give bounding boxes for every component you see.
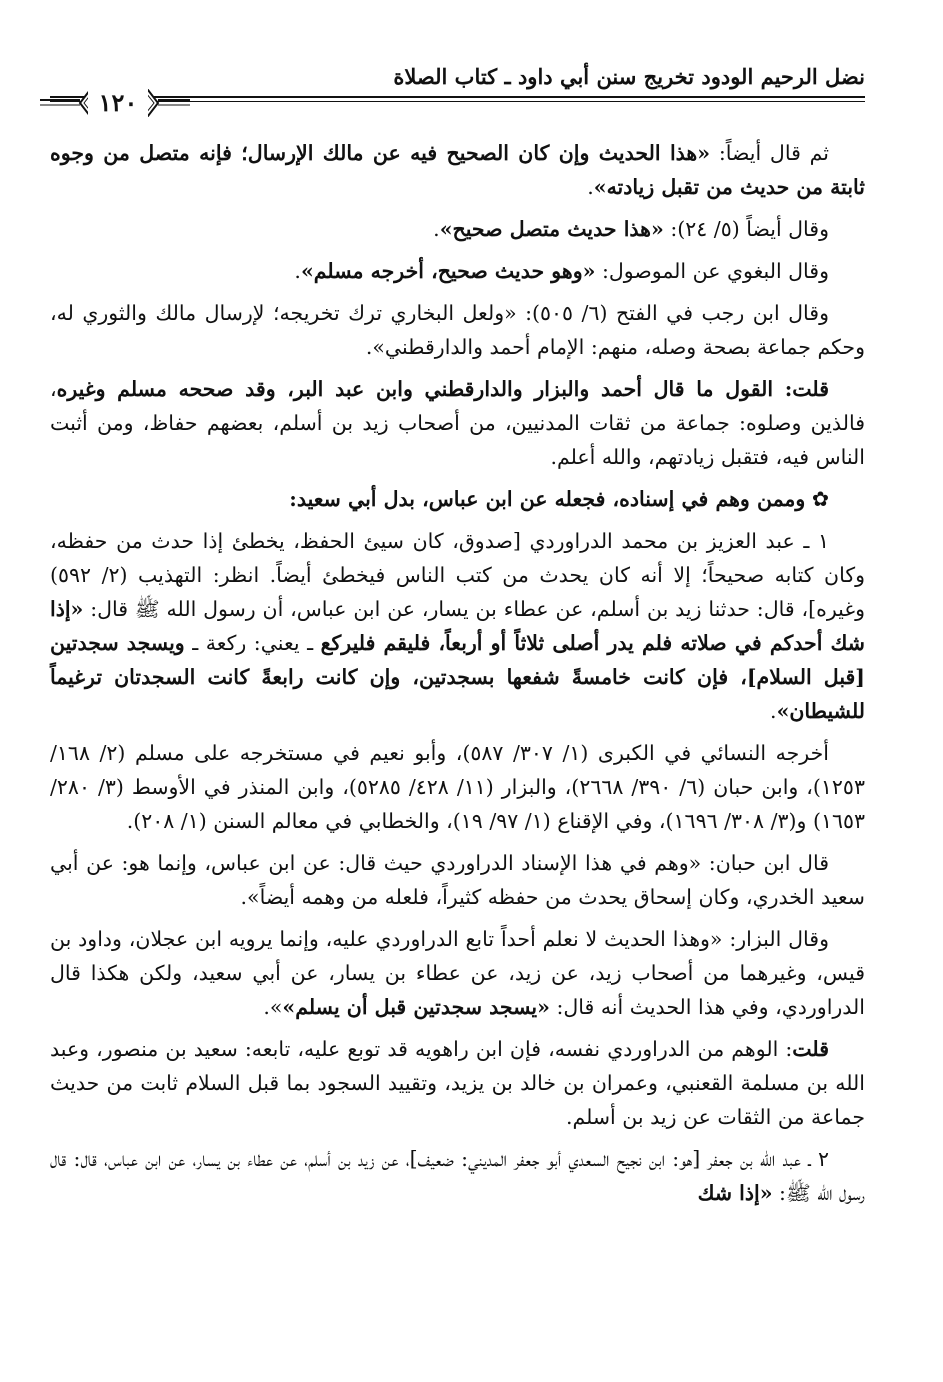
paragraph — [50, 1142, 865, 1210]
text-run: . — [770, 699, 777, 723]
main-text — [50, 136, 865, 1218]
paragraph — [50, 922, 865, 1024]
paragraph — [50, 296, 865, 364]
text-run: ✿ — [805, 487, 829, 511]
bold-text: قلت — [792, 1037, 829, 1061]
bold-text: «وهو حديث صحيح، أخرجه مسلم» — [300, 259, 596, 283]
text-run: وقال البزار: «وهذا الحديث لا نعلم أحداً تابع الدراوردي عليه، وإنما يرويه ابن عجلان، وداود بن قيس، وغيرهما من أصحاب زيد، عن زيد، عن عطاء بن يسار، عن أبي سعيد، ولكن هكذا قال الدراوردي، وفي هذا الحديث أنه قال: — [50, 927, 865, 1019]
paragraph — [50, 1032, 865, 1134]
bold-text: «إذا شك — [697, 1181, 773, 1205]
text-run: وقال ابن رجب في الفتح (٦/ ٥٠٥): «ولعل البخاري ترك تخريجه؛ لإرسال مالك والثوري له، وحكم جماعة بصحة وصله، منهم: الإمام أحمد والدارقطني». — [50, 301, 865, 359]
text-run: ٢ ـ عبد الله بن جعفر [هو: ابن نجيح السعدي أبو جعفر المديني: ضعيف]، عن زيد بن أسلم، عن عطاء بن يسار، عن ابن عباس، قال: قال رسول الله ﷺ: — [50, 1147, 865, 1205]
text-run: قال ابن حبان: «وهم في هذا الإسناد الدراوردي حيث قال: عن ابن عباس، وإنما هو: عن أبي سعيد الخدري، وكان إسحاق يحدث من حفظه كثيراً، فلعله من وهمه أيضاً». — [50, 851, 865, 909]
paragraph — [50, 212, 865, 246]
text-run: ـ يعني: ركعة ـ — [184, 631, 321, 655]
running-title: نضل الرحيم الودود تخريج سنن أبي داود ـ كتاب الصلاة — [393, 64, 865, 89]
text-run: ثم قال أيضاً: — [710, 141, 829, 165]
paragraph — [50, 136, 865, 204]
paragraph — [50, 482, 865, 516]
text-run: . — [433, 217, 440, 241]
text-run: . — [587, 175, 594, 199]
text-run: ، فالذين وصلوه: جماعة من ثقات المدنيين، من أصحاب زيد بن أسلم، بعضهم حفاظ، ومن أثبت الناس فيه، فتقبل زيادتهم، والله أعلم. — [50, 377, 865, 469]
bold-text: «إذا شك أحدكم في صلاته فلم يدر أصلى ثلاثاً أو أربعاً، فليقم فليركع — [50, 597, 865, 655]
page-number: ١٢٠ — [88, 88, 148, 117]
text-run: . — [294, 259, 301, 283]
bold-text: قلت: القول ما قال أحمد والبزار والدارقطني وابن عبد البر، وقد صححه مسلم وغيره — [56, 377, 829, 401]
page-number-ornament — [40, 84, 190, 122]
paragraph — [50, 254, 865, 288]
paragraph — [50, 846, 865, 914]
text-run: ». — [263, 995, 283, 1019]
bold-text: «هذا الحديث وإن كان الصحيح فيه عن مالك الإرسال؛ فإنه متصل من وجوه ثابتة من حديث من تقبل زيادته» — [50, 141, 865, 199]
paragraph — [50, 372, 865, 474]
text-run: : الوهم من الدراوردي نفسه، فإن ابن راهويه قد توبع عليه، تابعه: سعيد بن منصور، وعبد الله بن مسلمة القعنبي، وعمران بن خالد بن يزيد، وتقييد السجود بما قبل السلام ثابت من حديث جماعة من الثقات عن زيد بن أسلم. — [50, 1037, 865, 1129]
bold-text: وممن وهم في إسناده، فجعله عن ابن عباس، بدل أبي سعيد: — [289, 487, 806, 511]
text-run: ١ ـ عبد العزيز بن محمد الدراوردي [صدوق، كان سيئ الحفظ، يخطئ إذا حدث من حفظه، وكان كتابه صحيحاً؛ إلا أنه كان يحدث من كتب الناس فيخطئ أيضاً. انظر: التهذيب (٢/ ٥٩٢) وغيره]، قال: حدثنا زيد بن أسلم، عن عطاء بن يسار، عن ابن عباس، أن رسول الله ﷺ قال: — [50, 529, 865, 621]
paragraph — [50, 524, 865, 728]
bold-text: «يسجد سجدتين قبل أن يسلم» — [282, 995, 550, 1019]
paragraph — [50, 736, 865, 838]
text-run: وقال أيضاً (٥/ ٢٤): — [663, 217, 829, 241]
bold-text: ويسجد سجدتين [قبل السلام]، فإن كانت خامسةً شفعها بسجدتين، وإن كانت رابعةً كانت السجدتان ترغيماً للشيطان» — [50, 631, 865, 723]
bold-text: «هذا حديث متصل صحيح» — [439, 217, 664, 241]
text-run: وقال البغوي عن الموصول: — [595, 259, 829, 283]
text-run: أخرجه النسائي في الكبرى (١/ ٣٠٧/ ٥٨٧)، وأبو نعيم في مستخرجه على مسلم (٢/ ١٦٨/ ١٢٥٣)، وابن حبان (٦/ ٣٩٠/ ٢٦٦٨)، والبزار (١١/ ٤٢٨/ ٥٢٨٥)، وابن المنذر في الأوسط (٣/ ٢٨٠/ ١٦٥٣) و(٣/ ٣٠٨/ ١٦٩٦)، وفي الإقناع (١/ ٩٧/ ١٩)، والخطابي في معالم السنن (١/ ٢٠٨). — [50, 741, 865, 833]
book-page — [50, 40, 865, 1360]
